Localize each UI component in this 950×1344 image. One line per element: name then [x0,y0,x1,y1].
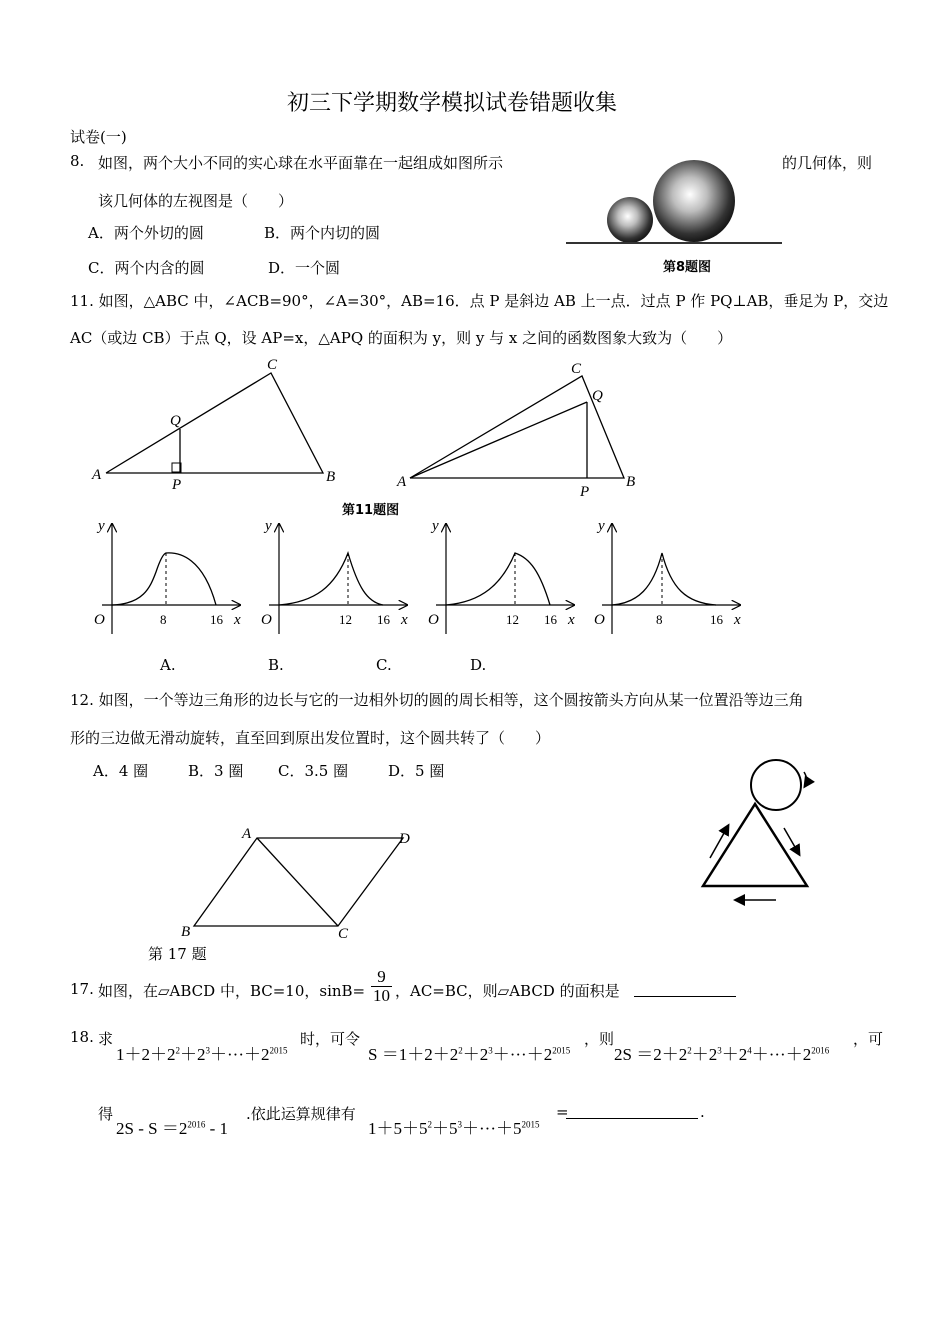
q8-spheres-figure [560,150,790,250]
q8-text-a: 如图，两个大小不同的实心球在水平面靠在一起组成如图所示 [98,154,504,172]
graph-a-o: O [94,612,105,628]
q18-eq: = [556,1103,569,1121]
q17-text-b: ，AC=BC，则▱ABCD 的面积是 [395,982,620,1000]
q18-qiu: 求 [98,1030,114,1048]
q17-figure-caption: 第 17 题 [148,945,207,963]
q12-option-a: A．4 圈 [93,762,149,780]
graph-d-x: x [734,612,741,628]
graph-a-y: y [98,518,105,534]
q18-shi: 时，可令 [300,1030,361,1048]
q11-option-b: B. [268,656,284,674]
q18-number: 18. [70,1028,94,1046]
q12-line2: 形的三边做无滑动旋转，直至回到原出发位置时，这个圆共转了（ ） [70,729,551,747]
q11-option-d: D. [470,656,487,674]
q18-ke: ，可 [853,1030,884,1048]
graph-b-o: O [261,612,272,628]
q8-number: 8. [70,152,85,170]
q17-frac-den: 10 [373,986,390,1005]
q17-label-a: A [242,826,252,842]
q17-fraction [371,968,392,1005]
q18-expr3: $2S =2+2^2+2^3+2^4+\cdot\cdot\cdot+2^{2016}$ [614,1045,830,1064]
graph-c-x: x [568,612,575,628]
q12-option-c: C．3.5 圈 [278,762,349,780]
graph-c-o: O [428,612,439,628]
q8-option-c: C．两个内含的圆 [88,259,205,277]
q18-ze: ，则 [584,1030,615,1048]
graph-a-end: 16 [210,612,223,627]
q11-figure-caption: 第11题图 [342,503,400,518]
graph-d-o: O [594,612,605,628]
q18-expr1: $1+2+2^2+2^3+\cdot\cdot\cdot+2^{2015}$ [116,1045,288,1064]
q18-expr5: $1+5+5^2+5^3+\cdot\cdot\cdot+5^{2015}$ [368,1119,540,1138]
graph-d [594,518,741,634]
label-b: B [326,469,336,485]
q18-rule: .依此运算规律有 [246,1105,356,1123]
q17-answer-blank[interactable] [634,996,736,997]
graph-d-y: y [598,518,605,534]
q18-end: . [700,1103,705,1121]
graph-b-peak: 12 [339,612,352,627]
q11-option-c: C. [376,656,392,674]
q11-option-a: A. [160,656,176,674]
graph-d-end: 16 [710,612,723,627]
label-c: C [267,357,278,373]
label-q: Q [170,413,181,429]
q8-figure-caption: 第8题图 [663,260,712,275]
q8-text-c: 该几何体的左视图是（ ） [98,192,294,210]
q17-text-a: 如图，在▱ABCD 中，BC=10，sinB= [98,982,366,1000]
q17-label-b: B [181,924,191,940]
q17-label-c: C [338,926,349,942]
q11-triangle-right [392,358,652,503]
q17-number: 17. [70,980,94,998]
label-c-right: C [571,361,582,377]
label-a-right: A [397,474,407,490]
q18-expr4: $2S - S =2^{2016} - 1$ [116,1119,228,1138]
q17-label-d: D [399,831,410,847]
label-p-right: P [580,484,590,500]
section-label: 试卷(一) [70,128,127,146]
label-b-right: B [626,474,636,490]
large-sphere [653,160,735,242]
right-side-arrow [784,828,799,854]
aq-segment [410,402,587,478]
graph-a [94,518,241,634]
graph-b-x: x [401,612,408,628]
q12-option-d: D．5 圈 [388,762,445,780]
q8-option-a: A．两个外切的圆 [88,224,204,242]
q18-expr2: $S =1+2+2^2+2^3+\cdot\cdot\cdot+2^{2015}$ [368,1045,571,1064]
graph-b-end: 16 [377,612,390,627]
q18-answer-blank[interactable] [566,1118,698,1119]
graph-c [428,518,575,634]
q18-de: 得 [98,1105,114,1123]
graph-a-peak: 8 [160,612,167,627]
q11-line2: AC（或边 CB）于点 Q，设 AP=x，△APQ 的面积为 y，则 y 与 x 之间的函数图象大致为（ ） [70,329,733,347]
q8-option-d: D．一个圆 [268,259,341,277]
q11-graphs [88,512,748,637]
q11-triangle-left [88,355,348,495]
graph-c-y: y [432,518,439,534]
page-title: 初三下学期数学模拟试卷错题收集 [287,91,618,116]
rotation-arrow [804,772,807,786]
graph-c-end: 16 [544,612,557,627]
q11-line1: 11. 如图，△ABC 中，∠ACB=90°，∠A=30°，AB=16．点 P 是斜边 AB 上一点．过点 P 作 PQ⊥AB，垂足为 P，交边 [70,292,889,310]
q12-line1: 12. 如图，一个等边三角形的边长与它的一边相外切的圆的周长相等，这个圆按箭头方向从某一位置沿等边三角 [70,691,804,709]
graph-b [261,518,408,634]
q12-figure [692,756,822,908]
q8-option-b: B．两个内切的圆 [264,224,381,242]
equilateral-triangle [703,804,807,886]
q8-text-b: 的几何体，则 [782,154,873,172]
q12-option-b: B．3 圈 [188,762,244,780]
q17-parallelogram [175,823,425,945]
graph-c-peak: 12 [506,612,519,627]
rolling-circle [751,760,801,810]
graph-a-x: x [234,612,241,628]
left-side-arrow [710,826,728,858]
label-a: A [92,467,102,483]
label-p: P [172,477,182,493]
label-q-right: Q [592,388,603,404]
diagonal-ac [257,838,338,926]
small-sphere [607,197,653,243]
graph-b-y: y [265,518,272,534]
graph-d-peak: 8 [656,612,663,627]
q17-frac-num: 9 [371,968,392,987]
